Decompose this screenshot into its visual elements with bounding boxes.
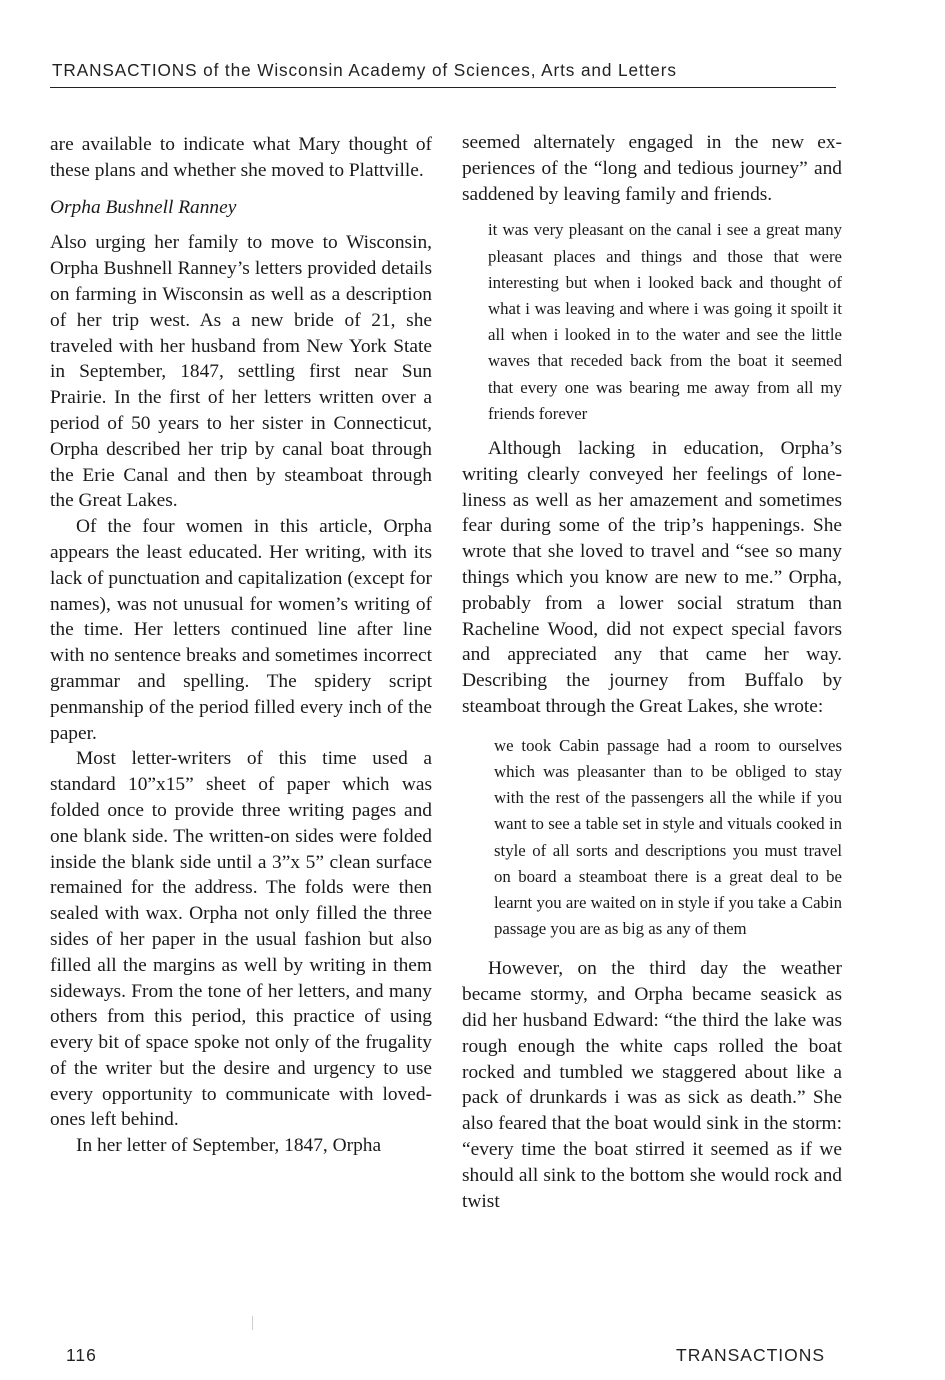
paragraph: However, on the third day the weather became stormy, and Orpha became seasick as did her husband Edward: “the third the lake was rough enough the white caps rolled the boat rocked and tumbled we staggered about like a pack of drunkards i was as sick as death.” She also feared that the boat would sink in the storm: “every time the boat stirred it seemed as if we should all sink to the bottom she would rock and twist: [462, 958, 842, 1212]
block-quote: we took Cabin passage had a room to ourselves which was pleasanter than to be obliged to stay with the rest of the passengers all the while if you want to see a table set in style and vituals cooked in style of all sorts and descriptions you must travel on board a steamboat there is a great deal to be learnt you are waited on in style if you take a Cabin passage you are as big as any of them: [494, 735, 842, 939]
block-quote: it was very pleasant on the canal i see a great many pleasant places and things and those that were interesting but when i looked back and thought of what i was leaving and where i was going it spoilt it all when i looked in to the water and see the little waves that receded back from the boat it seemed that every one was bearing me away from all my friends forever: [488, 220, 842, 423]
paragraph: Although lacking in education, Orpha’s writing clearly conveyed her feelings of loneliness as well as her amazement and sometimes fear during some of the trip’s happenings. She wrote that she loved to travel and “see so many things which you know are new to me.” Orpha, probably from a lower social stratum than Racheline Wood, did not expect special favors and appreciated any that came her way. Describing the journey from Buffalo by steamboat through the Great Lakes, she wrote:: [462, 438, 842, 717]
paragraph-continuation: seemed alternately engaged in the new experiences of the “long and tedious journey” and saddened by leaving family and friends.: [462, 132, 842, 205]
scan-mark: [252, 1316, 253, 1330]
paragraph-continuation: are available to indicate what Mary thought of these plans and whether she moved to Plattville.: [50, 134, 432, 181]
header-rule: [50, 87, 836, 88]
page-number: 116: [66, 1345, 97, 1365]
paragraph: Most letter-writers of this time used a standard 10”x15” sheet of paper which was folded once to provide three writing pages and one blank side. The written-on sides were folded inside the blank side until a 3”x 5” clean surface remained for the address. The folds were then sealed with wax. Orpha not only filled the three sides of her paper in the usual fashion but also filled all the margins as well by writing in them sideways. From the tone of her letters, and many others from this period, this practice of using every bit of space spoke not only of the frugality of the writer but the desire and urgency to use every opportunity to communicate with loved-ones left behind.: [50, 748, 432, 1131]
right-column: [462, 130, 842, 1214]
paragraph: In her letter of September, 1847, Orpha: [76, 1135, 382, 1157]
paragraph: Of the four women in this article, Orpha appears the least educated. Her writing, with its lack of punctuation and capitalization (except for names), was not unusual for women’s writing of the time. Her letters continued line after line with no sentence breaks and sometimes incorrect grammar and spelling. The spidery script penmanship of the period filled every inch of the paper.: [50, 516, 432, 744]
left-column: [50, 132, 432, 1159]
running-footer: TRANSACTIONS: [676, 1345, 826, 1365]
running-header: TRANSACTIONS of the Wisconsin Academy of Sciences, Arts and Letters: [52, 60, 677, 80]
section-subheading: Orpha Bushnell Ranney: [50, 196, 237, 218]
paragraph: Also urging her family to move to Wisconsin, Orpha Bushnell Ranney’s letters provided details on farming in Wisconsin as well as a description of her trip west. As a new bride of 21, she traveled with her husband from New York State in September, 1847, settling first near Sun Prairie. In the first of her letters written over a period of 50 years to her sister in Connecticut, Orpha described her trip by canal boat through the Erie Canal and then by steamboat through the Great Lakes.: [50, 232, 432, 512]
